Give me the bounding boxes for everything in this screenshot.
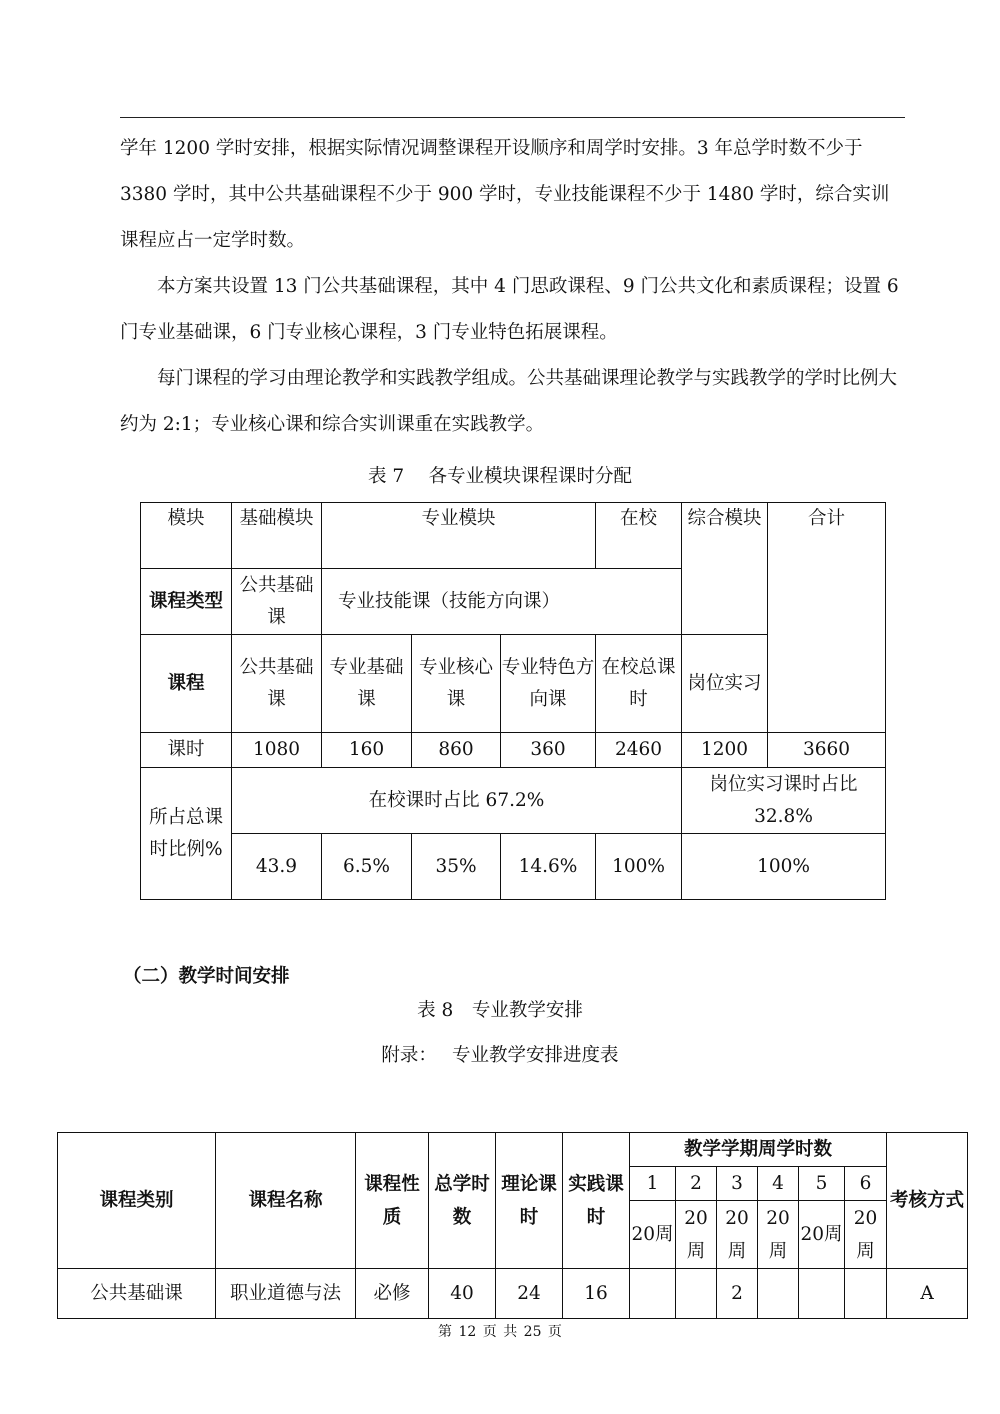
t7-prof-core-course: 专业核心课 xyxy=(412,635,501,733)
paragraph-1: 学年 1200 学时安排，根据实际情况调整课程开设顺序和周学时安排。3 年总学时数不少于 3380 学时，其中公共基础课程不少于 900 学时，专业技能课程不少于 1480 学时，综合实训课程应占一定学时数。 xyxy=(120,138,890,251)
t7-public-basic-course: 公共基础课 xyxy=(232,635,322,733)
t7-ratio-value: 43.9 xyxy=(232,834,322,900)
t8-header-theory-hours: 理论课时 xyxy=(496,1133,563,1269)
t7-school-ratio: 在校课时占比 67.2% xyxy=(232,768,682,834)
course-hours-table xyxy=(140,502,886,900)
table8-caption: 表 8 专业教学安排 xyxy=(417,1000,583,1021)
paragraph-2: 本方案共设置 13 门公共基础课程，其中 4 门思政课程、9 门公共文化和素质课程；设置 6 门专业基础课，6 门专业核心课程，3 门专业特色拓展课程。 xyxy=(120,276,899,343)
t8-semester-number: 2 xyxy=(676,1167,717,1201)
table7-caption: 表 7 各专业模块课程课时分配 xyxy=(367,466,633,487)
t8-cell-weekly xyxy=(758,1269,799,1319)
t7-internship-ratio: 岗位实习课时占比 32.8% xyxy=(682,768,886,834)
t7-comprehensive-module: 综合模块 xyxy=(682,503,768,635)
t8-semester-number: 6 xyxy=(845,1167,887,1201)
t7-hours-value: 860 xyxy=(412,733,501,768)
t7-ratio-value: 35% xyxy=(412,834,501,900)
t8-semester-number: 5 xyxy=(799,1167,845,1201)
t7-hours-value: 160 xyxy=(322,733,412,768)
t8-cell-weekly xyxy=(630,1269,676,1319)
t7-hours-value: 360 xyxy=(501,733,596,768)
teaching-schedule-table xyxy=(57,1132,968,1319)
t7-hours-value: 2460 xyxy=(596,733,682,768)
t7-total: 合计 xyxy=(768,503,886,733)
t8-header-nature: 课程性质 xyxy=(356,1133,429,1269)
table-row xyxy=(58,1269,968,1319)
t7-ratio-value: 14.6% xyxy=(501,834,596,900)
section-heading: （二）教学时间安排 xyxy=(123,966,290,987)
t8-cell-nature: 必修 xyxy=(356,1269,429,1319)
t7-school-total-hours: 在校总课时 xyxy=(596,635,682,733)
t7-basic-module: 基础模块 xyxy=(232,503,322,569)
t7-at-school: 在校 xyxy=(596,503,682,569)
t8-cell-weekly xyxy=(676,1269,717,1319)
t8-header-total-hours: 总学时数 xyxy=(429,1133,496,1269)
t8-semester-weeks: 20周 xyxy=(758,1201,799,1269)
t7-ratio-value: 6.5% xyxy=(322,834,412,900)
t8-semester-number: 3 xyxy=(717,1167,758,1201)
t7-hours-value: 1080 xyxy=(232,733,322,768)
header-rule xyxy=(120,117,905,118)
t8-header-practice-hours: 实践课时 xyxy=(563,1133,630,1269)
page-footer: 第 12 页 共 25 页 xyxy=(438,1324,562,1340)
t8-semester-weeks: 20周 xyxy=(799,1201,845,1269)
body-text xyxy=(120,126,905,448)
t7-internship: 岗位实习 xyxy=(682,635,768,733)
t8-header-category: 课程类别 xyxy=(58,1133,216,1269)
t7-module-label: 模块 xyxy=(141,503,232,569)
t7-hours-label: 课时 xyxy=(141,733,232,768)
t8-cell-practice: 16 xyxy=(563,1269,630,1319)
t7-course-type-label: 课程类型 xyxy=(141,569,232,635)
t8-header-name: 课程名称 xyxy=(216,1133,356,1269)
t8-cell-assessment: A xyxy=(887,1269,968,1319)
t8-semester-number: 4 xyxy=(758,1167,799,1201)
t8-cell-category: 公共基础课 xyxy=(58,1269,216,1319)
paragraph-3: 每门课程的学习由理论教学和实践教学组成。公共基础课理论教学与实践教学的学时比例大约为 2:1；专业核心课和综合实训课重在实践教学。 xyxy=(120,368,898,435)
t7-skill-course: 专业技能课（技能方向课） xyxy=(322,569,682,635)
t7-prof-special-course: 专业特色方向课 xyxy=(501,635,596,733)
t7-ratio-value: 100% xyxy=(596,834,682,900)
appendix-caption: 附录： 专业教学安排进度表 xyxy=(381,1045,619,1066)
t7-ratio-label: 所占总课时比例% xyxy=(141,768,232,900)
t8-semester-weeks: 20周 xyxy=(676,1201,717,1269)
t8-semester-number: 1 xyxy=(630,1167,676,1201)
t8-cell-weekly xyxy=(845,1269,887,1319)
t7-professional-module: 专业模块 xyxy=(322,503,596,569)
t8-semester-weeks: 20周 xyxy=(717,1201,758,1269)
t8-semester-weeks: 20周 xyxy=(630,1201,676,1269)
t8-semester-weeks: 20周 xyxy=(845,1201,887,1269)
t8-cell-weekly: 2 xyxy=(717,1269,758,1319)
t7-hours-value: 3660 xyxy=(768,733,886,768)
t8-cell-name: 职业道德与法 xyxy=(216,1269,356,1319)
t8-header-semester-weekly: 教学学期周学时数 xyxy=(630,1133,887,1167)
t7-hours-value: 1200 xyxy=(682,733,768,768)
t7-course-label: 课程 xyxy=(141,635,232,733)
t8-header-assessment: 考核方式 xyxy=(887,1133,968,1269)
t8-cell-total: 40 xyxy=(429,1269,496,1319)
t7-public-basic-type: 公共基础课 xyxy=(232,569,322,635)
t8-cell-theory: 24 xyxy=(496,1269,563,1319)
t8-cell-weekly xyxy=(799,1269,845,1319)
t7-prof-basic-course: 专业基础课 xyxy=(322,635,412,733)
t7-ratio-value: 100% xyxy=(682,834,886,900)
